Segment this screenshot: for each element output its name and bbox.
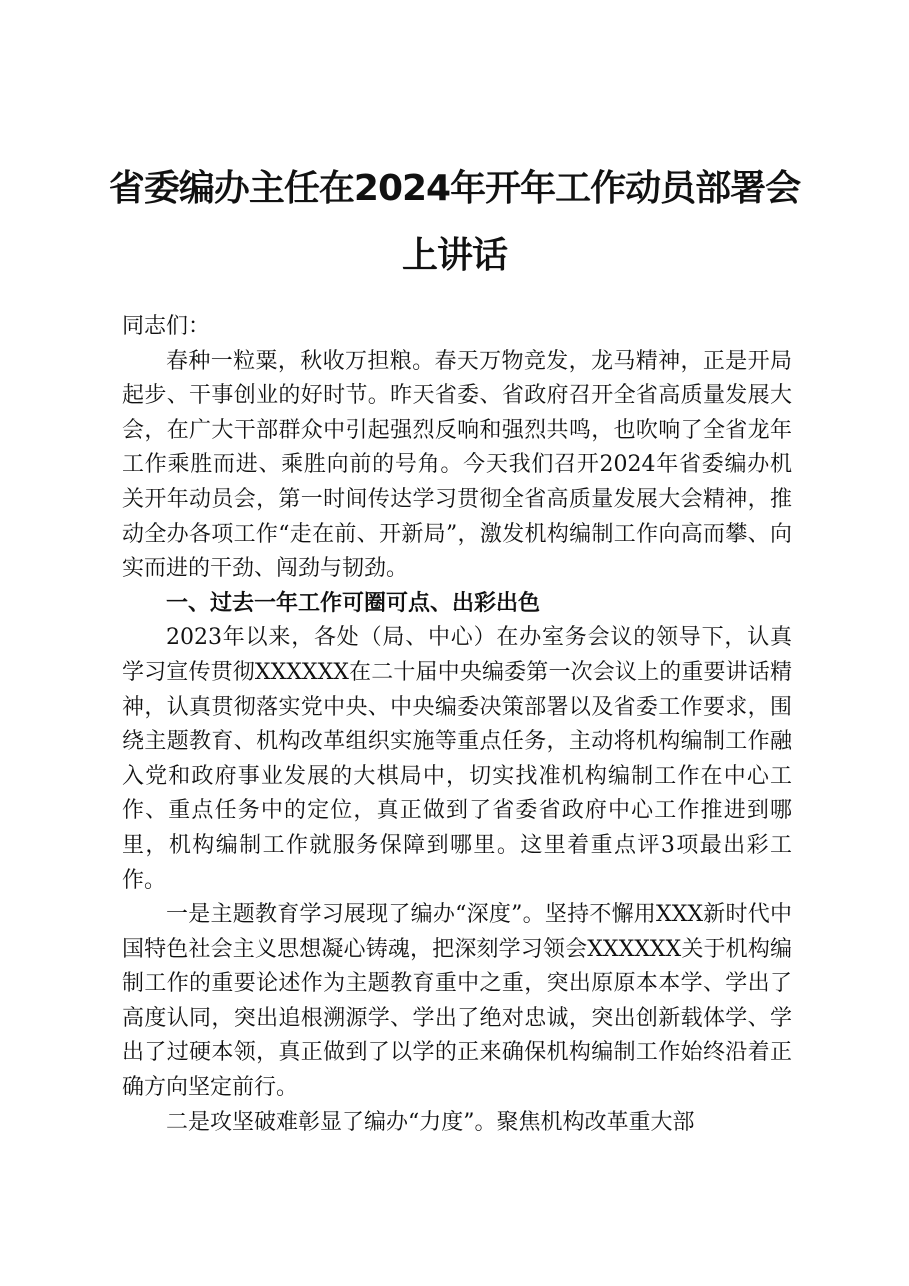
document-body (122, 310, 792, 1140)
document-title-line1: 省委编办主任在2024年开年工作动员部署会 (108, 168, 801, 209)
paragraph-2023-review: 2023年以来，各处（局、中心）在办室务会议的领导下，认真学习宣传贯彻XXXXXX在二十届中央编委第一次会议上的重要讲话精神，认真贯彻落实党中央、中央编委决策部署以及省委工作要求，围绕主题教育、机构改革组织实施等重点任务，主动将机构编制工作融入党和政府事业发展的大棋局中，切实找准机构编制工作在中心工作、重点任务中的定位，真正做到了省委省政府中心工作推进到哪里，机构编制工作就服务保障到哪里。这里着重点评3项最出彩工作。 (122, 625, 792, 893)
paragraph-breakthrough: 二是攻坚破难彰显了编办“力度”。聚焦机构改革重大部 (166, 1109, 695, 1135)
salutation: 同志们： (122, 314, 211, 339)
section-heading-1: 一、过去一年工作可圈可点、出彩出色 (166, 590, 541, 616)
paragraph-theme-education: 一是主题教育学习展现了编办“深度”。坚持不懈用XXX新时代中国特色社会主义思想凝心铸魂，把深刻学习领会XXXXXX关于机构编制工作的重要论述作为主题教育重中之重，突出原原本本学、学出了高度认同，突出追根溯源学、学出了绝对忠诚，突出创新载体学、学出了过硬本领，真正做到了以学的正来确保机构编制工作始终沿着正确方向坚定前行。 (122, 902, 792, 1101)
paragraph-opening: 春种一粒粟，秋收万担粮。春天万物竞发，龙马精神，正是开局起步、干事创业的好时节。昨天省委、省政府召开全省高质量发展大会，在广大干部群众中引起强烈反响和强烈共鸣，也吹响了全省龙年工作乘胜而进、乘胜向前的号角。今天我们召开2024年省委编办机关开年动员会，第一时间传达学习贯彻全省高质量发展大会精神，推动全办各项工作“走在前、开新局”，激发机构编制工作向高而攀、向实而进的干劲、闯劲与韧劲。 (122, 348, 792, 582)
document-title-line2: 上讲话 (401, 235, 507, 276)
